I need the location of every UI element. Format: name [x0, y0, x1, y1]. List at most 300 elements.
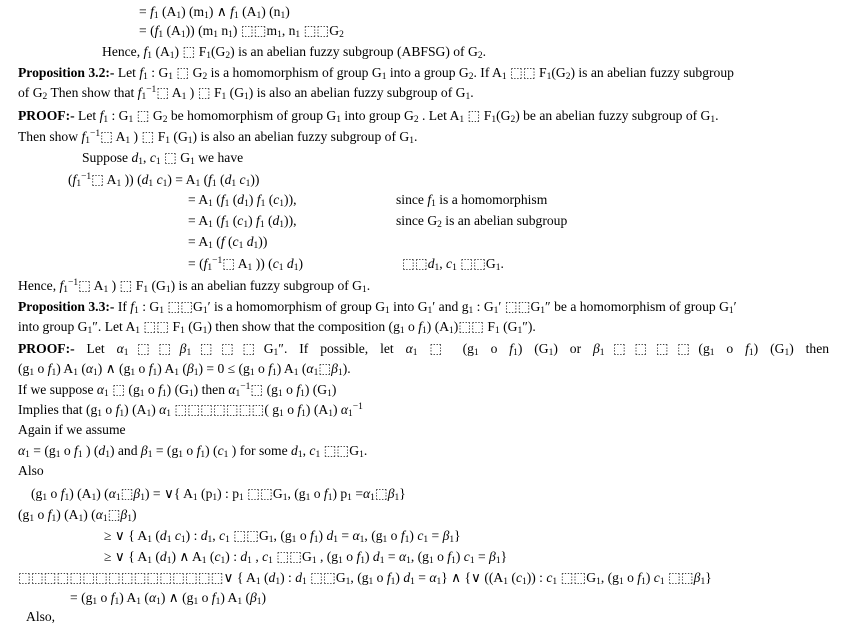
subscript: 1	[180, 535, 186, 545]
text-run: ⬚⬚ F	[506, 65, 547, 80]
text-run: =	[414, 570, 430, 585]
text-run: ⬚⬚⬚G	[191, 341, 274, 356]
subscript: 2	[42, 92, 48, 102]
text-run: f	[310, 528, 314, 543]
text-run: ⬚⬚G	[300, 23, 340, 38]
text-run: ⬚ (g	[108, 382, 140, 397]
text-run: ) (	[96, 486, 109, 501]
text-run: If we suppose	[18, 382, 97, 397]
text-run: ′ and g	[432, 299, 469, 314]
text-run: ) is also an abelian fuzzy subgroup of G	[192, 129, 410, 144]
text-run: Also,	[26, 609, 56, 624]
subscript: 1	[313, 368, 319, 378]
subscript: 1	[208, 199, 213, 209]
text-run: f	[323, 486, 328, 501]
subscript: 1	[501, 72, 507, 82]
text-run: f	[220, 192, 225, 207]
text-run: )	[455, 549, 464, 564]
text-run: (A	[238, 4, 257, 19]
text-run: o	[623, 570, 638, 585]
text-run: d	[295, 570, 302, 585]
equation-line	[104, 527, 461, 544]
subscript: 1	[406, 556, 411, 566]
text-run: α	[85, 361, 94, 376]
subscript: 1	[473, 348, 479, 357]
subscript: 1	[169, 51, 175, 61]
subscript: 1	[495, 556, 501, 566]
text-run: f	[158, 382, 162, 397]
text-run: f	[139, 65, 144, 80]
text-run: (	[508, 570, 516, 585]
text-run: (	[200, 172, 209, 187]
text-run: f	[130, 299, 135, 314]
text-run: n	[217, 23, 229, 38]
subscript: 1	[275, 577, 281, 587]
subscript: 1	[249, 368, 255, 378]
subscript: 1	[259, 220, 265, 230]
subscript: 1	[85, 136, 90, 146]
text-run: (	[151, 549, 160, 564]
text-run: f	[115, 402, 120, 417]
text-run: f	[211, 590, 216, 605]
text-run: since G	[396, 213, 438, 228]
text-run: into group G	[18, 319, 88, 334]
subscript: 2	[468, 72, 474, 82]
text-run: .	[500, 256, 504, 271]
subscript: 1	[503, 577, 508, 587]
subscript: 1	[147, 51, 153, 61]
subscript: 1	[195, 179, 201, 189]
subscript: 2	[225, 51, 231, 61]
text-run: o	[34, 361, 48, 376]
subscript: 1	[143, 285, 149, 295]
subscript: 1	[224, 199, 230, 209]
subscript: 1	[97, 409, 103, 419]
subscript: 1	[379, 556, 385, 566]
text-run: (	[212, 213, 221, 228]
text-line	[18, 462, 44, 479]
text-run: f	[59, 278, 64, 293]
text-run: (	[224, 234, 233, 249]
text-run: .	[482, 44, 486, 59]
text-run: , (g	[287, 486, 306, 501]
text-run: ) A	[56, 361, 74, 376]
subscript: 1	[451, 556, 456, 566]
subscript: 1	[238, 241, 244, 251]
text-line	[139, 22, 344, 39]
text-run: f	[447, 549, 452, 564]
subscript: 1	[423, 535, 429, 545]
text-run: = A	[188, 234, 209, 249]
subscript: 1	[659, 577, 665, 587]
subscript: 1	[410, 577, 415, 587]
subscript: 1	[546, 72, 552, 82]
subscript: 1	[215, 597, 221, 607]
text-run: d	[141, 172, 149, 187]
subscript: 1	[256, 597, 262, 607]
equation-line	[18, 506, 136, 523]
subscript: 1	[449, 326, 454, 336]
subscript: 1	[166, 409, 172, 419]
subscript: 1	[92, 597, 98, 607]
subscript: 1	[434, 263, 440, 273]
text-run: Proposition 3.3:-	[18, 299, 115, 314]
text-run: ,	[251, 549, 263, 564]
text-run: d	[268, 570, 276, 585]
text-run: c	[219, 528, 226, 543]
text-run: )) :	[526, 570, 547, 585]
subscript: 1	[51, 514, 57, 524]
subscript: 1	[29, 368, 35, 378]
text-run: ⬚⬚ F	[140, 319, 181, 334]
text-run: ⬚ A	[156, 85, 182, 100]
text-run: f	[74, 443, 78, 458]
subscript: 1	[495, 263, 501, 273]
subscript: 1	[297, 450, 303, 460]
text-run: )	[364, 549, 373, 564]
text-run: ⬚⬚G	[243, 486, 283, 501]
subscript: 1	[279, 409, 284, 419]
subscript: 1	[347, 493, 352, 503]
text-run: )⬚⬚ F	[453, 319, 495, 334]
equation-reason	[396, 191, 547, 208]
text-run: )),	[284, 192, 297, 207]
subscript: 1	[201, 556, 207, 566]
subscript: 1	[239, 493, 244, 503]
text-run: f	[137, 85, 142, 100]
subscript: 1	[102, 514, 108, 524]
text-run: (G	[148, 278, 166, 293]
text-run: f	[745, 341, 749, 356]
text-run: ) A	[276, 361, 294, 376]
subscript: 1	[381, 72, 387, 82]
text-run: c	[214, 549, 221, 564]
text-line	[18, 442, 367, 459]
subscript: 1	[540, 306, 546, 316]
subscript: 1	[224, 220, 230, 230]
text-run: }	[705, 570, 712, 585]
text-line	[139, 3, 290, 20]
text-run: since	[396, 192, 428, 207]
equation-line	[31, 485, 406, 502]
text-run: (p	[197, 486, 213, 501]
text-run: =	[338, 528, 353, 543]
text-run: ⬚⬚G	[557, 570, 597, 585]
subscript: 1	[277, 30, 282, 40]
subscript: 1	[225, 535, 230, 545]
subscript: 1	[348, 409, 353, 419]
text-run: ⬚ A	[222, 256, 248, 271]
text-run: c	[237, 213, 244, 228]
subscript: 1	[385, 306, 390, 316]
proof-3-2	[18, 107, 719, 124]
text-run: =	[351, 486, 363, 501]
text-run: f	[196, 443, 201, 458]
subscript: 1	[784, 348, 790, 357]
text-run: (	[68, 172, 73, 187]
text-run: d	[159, 528, 167, 543]
text-run: (	[242, 590, 251, 605]
subscript: 1	[449, 535, 455, 545]
subscript: 1	[359, 535, 365, 545]
subscript: 1	[134, 306, 139, 316]
text-run: β	[442, 528, 450, 543]
subscript: 1	[63, 285, 69, 295]
text-line	[102, 43, 486, 60]
text-run: )	[318, 528, 327, 543]
text-run: o	[404, 319, 419, 334]
text-run: Again if we assume	[18, 422, 126, 437]
text-run: ) (	[83, 507, 96, 522]
equation-reason	[396, 212, 567, 229]
subscript: 1	[103, 285, 109, 295]
text-run: is a homomorphism of group G	[207, 65, 382, 80]
subscript: 1	[156, 597, 161, 607]
text-run: ) :	[185, 528, 201, 543]
text-run: )	[248, 192, 257, 207]
text-run: Implies that (g	[18, 402, 98, 417]
text-run: )	[285, 4, 290, 19]
superscript: −1	[352, 402, 363, 412]
proof-3-3	[18, 340, 829, 357]
text-run: ′ is a homomorphism of group G	[207, 299, 386, 314]
equation-line	[70, 589, 266, 606]
text-run: ) = A	[167, 172, 196, 187]
text-run: c	[446, 256, 453, 271]
subscript: 1	[513, 348, 518, 357]
text-run: β	[331, 361, 338, 376]
text-run: α	[363, 486, 371, 501]
text-run: Hence,	[102, 44, 144, 59]
text-run: f	[637, 570, 642, 585]
text-run: ) for some	[228, 443, 292, 458]
subscript: 1	[178, 450, 183, 460]
text-run: d	[98, 443, 106, 458]
subscript: 1	[187, 136, 193, 146]
subscript: 2	[339, 30, 344, 40]
text-run: = (	[139, 23, 155, 38]
text-run: Proposition 3.2:-	[18, 65, 115, 80]
subscript: 1	[300, 389, 305, 399]
subscript: 1	[168, 72, 174, 82]
text-run: ⬚⬚G	[229, 528, 269, 543]
text-run: (G	[551, 65, 566, 80]
subscript: 1	[165, 285, 171, 295]
text-run: ) is an abelian fuzzy subgroup of G	[170, 278, 362, 293]
text-run: Let	[114, 65, 140, 80]
subscript: 1	[221, 92, 227, 102]
text-run: f	[143, 44, 148, 59]
subscript: 1	[243, 220, 249, 230]
text-run: )) (	[121, 172, 142, 187]
equation-line	[68, 171, 259, 188]
text-run: f	[418, 319, 423, 334]
subscript: 1	[280, 11, 286, 21]
subscript: 1	[268, 535, 274, 545]
text-run: f	[427, 192, 432, 207]
text-run: into a group G	[386, 65, 469, 80]
text-run: ⬚ F	[464, 108, 492, 123]
superscript: −1	[89, 129, 101, 139]
subscript: 1	[748, 348, 754, 357]
text-run: .	[470, 85, 474, 100]
text-line	[18, 381, 336, 398]
text-run: , (g	[316, 549, 339, 564]
text-run: )	[131, 507, 137, 522]
subscript: 1	[193, 597, 199, 607]
subscript: 1	[293, 368, 299, 378]
text-run: d	[246, 234, 254, 249]
text-line	[26, 608, 55, 625]
text-run: (	[216, 172, 225, 187]
subscript: 1	[493, 306, 499, 316]
text-run: α	[405, 341, 413, 356]
text-run: be homomorphism of group G	[167, 108, 337, 123]
text-run: . If A	[473, 65, 502, 80]
subscript: 1	[333, 535, 339, 545]
text-run: o	[60, 443, 75, 458]
text-run: β	[140, 443, 148, 458]
subscript: 1	[273, 348, 279, 357]
equation-line	[188, 191, 297, 208]
text-run: into G	[389, 299, 428, 314]
text-run: f	[256, 192, 261, 207]
subscript: 1	[78, 514, 84, 524]
text-run: ) and	[109, 443, 141, 458]
text-run: (A	[163, 23, 181, 38]
text-run: α	[96, 382, 105, 397]
subscript: 1	[147, 556, 152, 566]
text-run: } ∧ {∨ ((A	[441, 570, 504, 585]
subscript: 1	[220, 556, 226, 566]
subscript: 1	[174, 368, 180, 378]
text-run: ≥ ∨ { A	[104, 549, 148, 564]
text-run: ).	[342, 361, 351, 376]
text-run: ⬚⬚	[128, 341, 180, 356]
text-run: )	[248, 213, 257, 228]
text-run: Suppose	[82, 150, 132, 165]
text-run: PROOF:-	[18, 108, 75, 123]
subscript: 1	[328, 409, 333, 419]
subscript: 1	[247, 556, 252, 566]
subscript: 1	[710, 115, 716, 125]
text-run: ) = 0 ≤ (g	[198, 361, 250, 376]
text-run: (G	[184, 319, 203, 334]
subscript: 2	[510, 115, 516, 125]
text-run: ) is an abelian fuzzy subgroup	[570, 65, 734, 80]
text-run: ) ⬚ F	[174, 44, 207, 59]
text-run: c	[232, 234, 239, 249]
subscript: 1	[147, 535, 152, 545]
subscript: 1	[29, 514, 35, 524]
text-run: α	[340, 402, 349, 417]
text-run: ″. If possible, let	[278, 341, 406, 356]
text-run: (	[206, 549, 215, 564]
text-run: ″. Let A	[92, 319, 136, 334]
subscript: 1	[207, 263, 213, 273]
text-run: f	[509, 341, 514, 356]
superscript: −1	[81, 172, 92, 182]
text-run: )),	[284, 213, 297, 228]
text-run: ) p	[332, 486, 348, 501]
subscript: 1	[422, 326, 427, 336]
text-run: ) ∧ (g	[160, 590, 194, 605]
text-run: o	[135, 361, 149, 376]
subscript: 1	[359, 450, 364, 460]
text-run: , (g	[410, 549, 429, 564]
text-run: o	[433, 549, 448, 564]
text-run: (	[77, 361, 86, 376]
text-run: α	[148, 590, 157, 605]
subscript: 1	[233, 11, 239, 21]
text-run: =	[428, 528, 443, 543]
subscript: 1	[338, 556, 343, 566]
text-run: Let	[74, 341, 117, 356]
subscript: 1	[87, 326, 93, 336]
subscript: 1	[76, 179, 82, 189]
text-run: ⬚⬚G	[272, 549, 312, 564]
text-run: f	[203, 256, 208, 271]
text-run: ,	[143, 150, 150, 165]
text-run: c	[546, 570, 553, 585]
text-run: (G	[496, 108, 511, 123]
text-run: =	[474, 549, 490, 564]
text-run: ) ∧ (g	[97, 361, 131, 376]
subscript: 1	[548, 348, 554, 357]
text-run: )	[409, 528, 418, 543]
text-run: ) (m	[181, 4, 205, 19]
subscript: 1	[301, 577, 307, 587]
text-run: o	[387, 528, 401, 543]
subscript: 1	[231, 179, 237, 189]
subscript: 2	[202, 72, 208, 82]
text-run: =	[384, 549, 399, 564]
subscript: 1	[181, 92, 187, 102]
text-run: ⬚⬚	[402, 256, 428, 271]
text-run: ⬚⬚⬚⬚⬚⬚⬚( g	[171, 402, 280, 417]
subscript: 1	[147, 450, 153, 460]
text-run: (	[298, 361, 307, 376]
subscript: 1	[278, 263, 284, 273]
subscript: 1	[428, 556, 434, 566]
text-run: β	[387, 486, 395, 501]
text-run: Also	[18, 463, 44, 478]
text-run: o	[97, 590, 111, 605]
text-run: ) (A	[69, 486, 92, 501]
text-run: = A	[188, 192, 209, 207]
subscript: 1	[370, 493, 375, 503]
text-line	[18, 421, 126, 438]
text-run: ⬚ G	[173, 65, 203, 80]
subscript: 1	[253, 241, 259, 251]
subscript: 1	[190, 157, 195, 167]
text-run: d	[326, 528, 334, 543]
subscript: 1	[436, 577, 442, 587]
text-run: d	[372, 549, 380, 564]
subscript: 1	[188, 389, 194, 399]
text-run: f	[148, 361, 153, 376]
subscript: 1	[291, 535, 297, 545]
subscript: 1	[55, 450, 61, 460]
subscript: 1	[235, 389, 241, 399]
subscript: 1	[105, 450, 110, 460]
text-run: of G	[18, 85, 43, 100]
subscript: 1	[193, 368, 199, 378]
equation-reason	[402, 255, 504, 272]
subscript: 1	[327, 389, 332, 399]
text-run: ))	[258, 234, 268, 249]
subscript: 1	[211, 179, 217, 189]
